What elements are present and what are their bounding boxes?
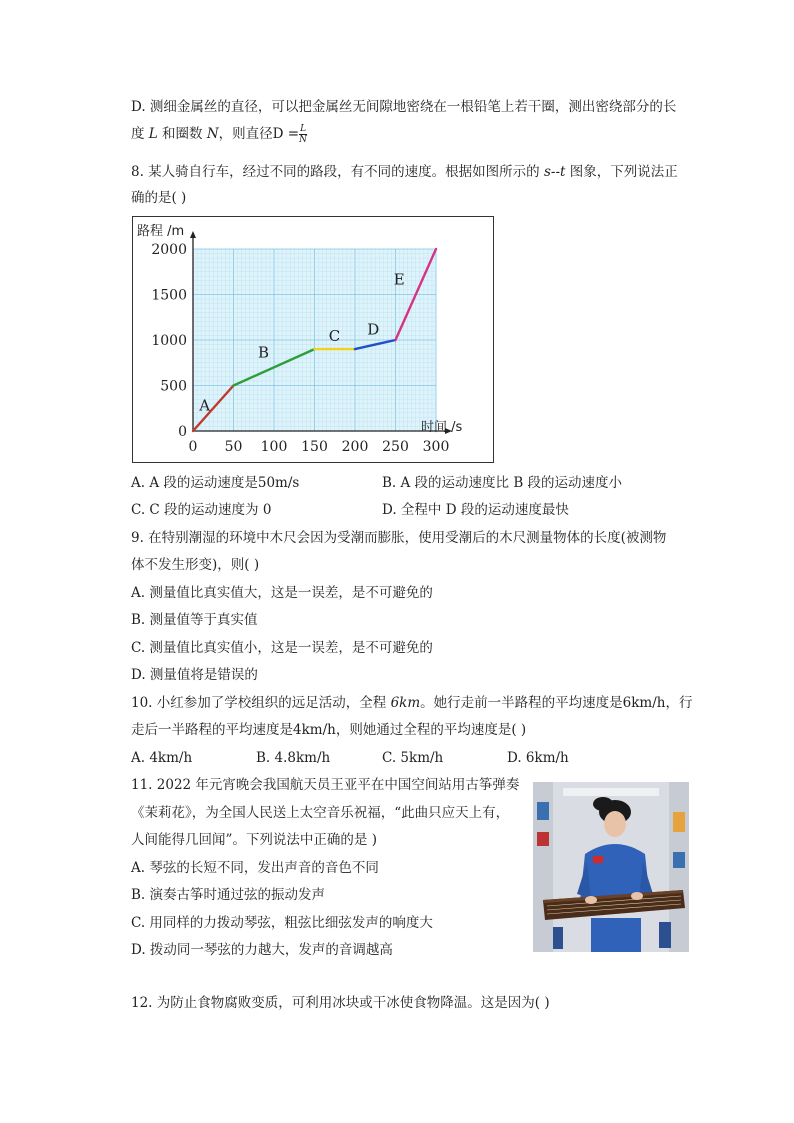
segment-label-C: C <box>328 327 341 346</box>
x-tick-label: 200 <box>341 439 369 455</box>
q9-option-d: D. 测量值将是错误的 <box>131 667 258 683</box>
q7d-text-post: ，则直径D = <box>218 126 300 142</box>
q10-text-pre: 10. 小红参加了学校组织的远足活动，全程 <box>131 695 391 711</box>
q7d-L: L <box>148 126 158 142</box>
q9-option-a: A. 测量值比真实值大，这是一误差，是不可避免的 <box>131 585 433 601</box>
q8-text-post: 图象，下列说法正 <box>565 164 678 180</box>
y-tick-label: 1500 <box>151 287 187 304</box>
q8-option-c: C. C 段的运动速度为 0 <box>131 502 272 518</box>
q9-stem-line2: 体不发生形变)，则( ) <box>131 557 260 573</box>
frac-denominator: N <box>299 135 308 145</box>
q7-option-d-line1: D. 测细金属丝的直径，可以把金属丝无间隙地密绕在一根铅笔上若干圈，测出密绕部分的长 <box>131 99 677 115</box>
q7d-text-mid: 和圈数 <box>157 126 207 142</box>
q11-option-c: C. 用同样的力拨动琴弦，粗弦比细弦发声的响度大 <box>131 915 433 931</box>
q10-option-b: B. 4.8km/h <box>256 750 331 766</box>
x-tick-label: 50 <box>224 439 243 455</box>
q11-stem-line3: 人间能得几回闻”。下列说法中正确的是 ) <box>131 832 377 848</box>
q7-option-d-line2 <box>131 124 307 145</box>
q8-option-d: D. 全程中 D 段的运动速度最快 <box>382 502 569 518</box>
frac-numerator: L <box>300 124 307 134</box>
segment-label-E: E <box>393 270 405 289</box>
y-tick-label: 2000 <box>151 242 187 258</box>
q10-text-post: 。她行走前一半路程的平均速度是6km/h，行 <box>420 695 693 711</box>
q11-option-b: B. 演奏古筝时通过弦的振动发声 <box>131 887 326 903</box>
segment-label-B: B <box>258 343 270 362</box>
segment-label-D: D <box>367 320 380 339</box>
q10-option-d: D. 6km/h <box>507 750 569 766</box>
y-tick-label: 500 <box>160 378 187 395</box>
q11-option-a: A. 琴弦的长短不同，发出声音的音色不同 <box>131 860 379 876</box>
photo-illustration <box>533 782 689 952</box>
q8-option-b: B. A 段的运动速度比 B 段的运动速度小 <box>382 475 623 491</box>
q10-option-c: C. 5km/h <box>382 750 444 766</box>
x-tick-label: 0 <box>188 439 198 455</box>
segment-label-A: A <box>199 396 211 415</box>
q8-st: s--t <box>543 164 566 180</box>
q7d-fraction <box>299 124 307 145</box>
st-graph-svg <box>133 217 493 462</box>
q8-option-a: A. A 段的运动速度是50m/s <box>131 475 300 491</box>
q8-stem-line2: 确的是( ) <box>131 190 187 206</box>
y-axis-label: 路程 /m <box>137 224 185 239</box>
x-tick-label: 100 <box>260 439 288 455</box>
q12-stem-line1: 12. 为防止食物腐败变质，可利用冰块或干冰使食物降温。这是因为( ) <box>131 995 550 1011</box>
q8-stem-line1 <box>131 162 678 182</box>
x-axis-label: 时间 /s <box>421 420 463 435</box>
q7d-text-pre: 度 <box>131 126 149 142</box>
y-tick-label: 0 <box>178 424 187 440</box>
astronaut-guzheng-photo <box>533 782 689 952</box>
x-tick-label: 300 <box>422 439 450 455</box>
q10-distance: 6km <box>390 695 421 711</box>
q9-option-b: B. 测量值等于真实值 <box>131 612 258 628</box>
q10-stem-line1 <box>131 693 692 713</box>
x-tick-label: 250 <box>382 439 409 455</box>
y-tick-label: 1000 <box>151 333 187 349</box>
q11-stem-line2: 《茉莉花》，为全国人民送上太空音乐祝福，“此曲只应天上有， <box>131 805 510 821</box>
q11-stem-line1: 11. 2022 年元宵晚会我国航天员王亚平在中国空间站用古筝弹奏 <box>131 777 520 793</box>
q9-stem-line1: 9. 在特别潮湿的环境中木尺会因为受潮而膨胀，使用受潮后的木尺测量物体的长度(被测物 <box>131 530 667 546</box>
q7d-N: N <box>206 126 219 142</box>
x-tick-label: 150 <box>301 439 328 455</box>
st-graph-figure <box>132 216 494 463</box>
q10-option-a: A. 4km/h <box>131 750 193 766</box>
q8-text-pre: 8. 某人骑自行车，经过不同的路段，有不同的速度。根据如图所示的 <box>131 164 544 180</box>
q9-option-c: C. 测量值比真实值小，这是一误差，是不可避免的 <box>131 640 433 656</box>
y-axis-arrow <box>190 231 196 238</box>
q10-stem-line2: 走后一半路程的平均速度是4km/h，则她通过全程的平均速度是( ) <box>131 722 527 738</box>
q11-option-d: D. 拨动同一琴弦的力越大，发声的音调越高 <box>131 942 393 958</box>
